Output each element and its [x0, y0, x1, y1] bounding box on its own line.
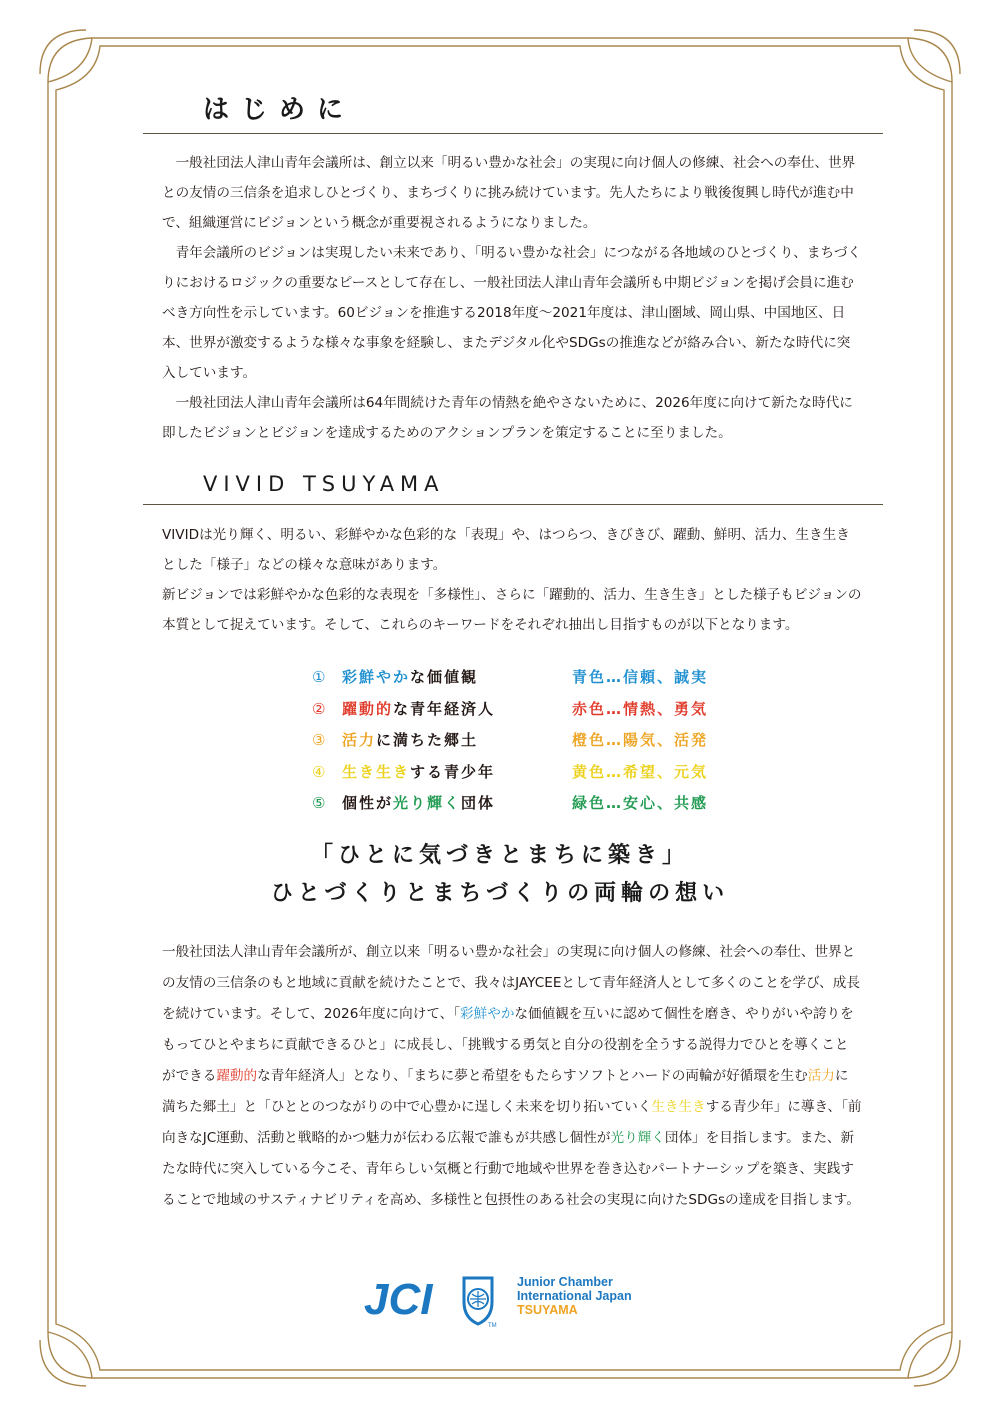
keyword-list [312, 662, 732, 820]
vivid-paragraph-2: 新ビジョンでは彩鮮やかな色彩的な表現を「多様性」、さらに「躍動的、活力、生き生き」とした様子もビジョンの本質として捉えています。そして、これらのキーワードをそれぞれ抽出し目指すものが以下となります。 [162, 587, 862, 633]
closing-highlight-yellow: 生き生き [651, 1099, 706, 1115]
closing-text: 団体」を目指します。また、新たな時代に突入している今こそ、青年らしい気概と行動で地域や世界を巻き込むパートナーシップを築き、実践することで地域のサスティナビリティを高め、多様性と包摂性のある社会の実現に向けたSDGsの達成を目指します。 [162, 1130, 860, 1208]
jci-logo-mark: JCI [364, 1275, 433, 1324]
keyword-text: する青少年 [410, 762, 496, 781]
vivid-body [162, 520, 862, 640]
keyword-row-5 [312, 788, 732, 820]
keyword-text: 団体 [461, 794, 496, 812]
intro-paragraph-1: 一般社団法人津山青年会議所は、創立以来「明るい豊かな社会」の実現に向け個人の修練、社会への奉仕、世界との友情の三信条を追求しひとづくり、まちづくりに挑み続けています。先人たちにより戦後復興し時代が進む中で、組織運営にビジョンという概念が重要視されるようになりました。 [162, 155, 856, 231]
keyword-highlight: 躍動的 [342, 699, 394, 718]
keyword-color-label: 橙色…陽気、活発 [572, 731, 709, 749]
intro-body [162, 148, 862, 448]
trademark-symbol: TM [488, 1323, 497, 1328]
keyword-highlight: 活力 [342, 731, 377, 749]
closing-highlight-blue: 彩鮮やか [460, 1006, 515, 1022]
closing-text: 一般社団法人津山青年会議所が、創立以来「明るい豊かな社会」の実現に向け個人の修練、社会への奉仕、世界との友情の三信条のもと地域に貢献を続けたことで、我々はJAYCEEとして青年経済人として多くのことを学び、成長を続けています。そして、2026年度に向けて、「 [162, 944, 860, 1022]
motto-line-1: 「ひとに気づきとまちに築き」 [310, 843, 689, 868]
keyword-prefix: 個性が [342, 794, 394, 812]
closing-body [162, 937, 862, 1216]
keyword-number: ③ [312, 731, 328, 749]
keyword-color-label: 緑色…安心、共感 [572, 794, 709, 812]
keyword-number: ① [312, 668, 328, 686]
keyword-text: に満ちた郷土 [376, 731, 479, 749]
vivid-paragraph-1: VIVIDは光り輝く、明るい、彩鮮やかな色彩的な「表現」や、はつらつ、きびきび、躍動、鮮明、活力、生き生きとした「様子」などの様々な意味があります。 [162, 527, 850, 573]
keyword-number: ⑤ [312, 794, 328, 812]
closing-text: な価値観を互いに認めて個性を磨き、やりがいや誇りをもってひとやまちに貢献できるひと」に成長し、「挑戦する勇気と自分の役割を全うする説得力でひとを導くことができる [162, 1006, 854, 1084]
keyword-number: ④ [312, 762, 328, 781]
closing-text: な青年経済人」となり、「まちに夢と希望をもたらすソフトとハードの両輪が好循環を生む [257, 1068, 808, 1084]
closing-text: に満ちた郷土」と「ひととのつながりの中で心豊かに逞しく未来を切り拓いていく [162, 1068, 849, 1115]
intro-heading: はじめに [143, 90, 883, 134]
keyword-row-3 [312, 725, 732, 757]
keyword-highlight: 生き生き [342, 762, 411, 781]
logo-line-2: International Japan [517, 1289, 632, 1303]
logo-line-3: TSUYAMA [517, 1303, 578, 1317]
closing-text: する青少年」に導き、「前向きなJC運動、活動と戦略的かつ魅力が伝わる広報で誰もが共感し個性が [162, 1099, 862, 1146]
keyword-color-label: 黄色…希望、元気 [572, 762, 709, 781]
jci-logo-text [517, 1275, 632, 1317]
jci-emblem-icon [464, 1278, 492, 1324]
keyword-color-label: 青色…信頼、誠実 [572, 668, 709, 686]
closing-highlight-red: 躍動的 [216, 1068, 258, 1084]
keyword-color-label: 赤色…情熱、勇気 [572, 699, 709, 718]
intro-paragraph-3: 一般社団法人津山青年会議所は64年間続けた青年の情熱を絶やさないために、2026年度に向けて新たな時代に即したビジョンとビジョンを達成するためのアクションプランを策定することに至りました。 [162, 395, 853, 441]
motto-line-2: ひとづくりとまちづくりの両輪の想い [270, 881, 730, 906]
keyword-number: ② [312, 699, 328, 718]
keyword-row-2 [312, 694, 732, 726]
keyword-row-1 [312, 662, 732, 694]
keyword-highlight: 彩鮮やか [342, 668, 411, 686]
vivid-heading: VIVID TSUYAMA [143, 468, 883, 505]
keyword-text: な青年経済人 [393, 699, 496, 718]
keyword-text: な価値観 [410, 668, 479, 686]
logo-line-1: Junior Chamber [517, 1275, 613, 1289]
closing-highlight-green: 光り輝く [610, 1130, 665, 1146]
closing-highlight-orange: 活力 [807, 1068, 835, 1084]
intro-paragraph-2: 青年会議所のビジョンは実現したい未来であり、「明るい豊かな社会」につながる各地域のひとづくり、まちづくりにおけるロジックの重要なピースとして存在し、一般社団法人津山青年会議所も中期ビジョンを掲げ会員に進むべき方向性を示しています。60ビジョンを推進する2018年度～2021年度は、津山圏域、岡山県、中国地区、日本、世界が激変するような様々な事象を経験し、またデジタル化やSDGsの推進などが絡み合い、新たな時代に突入しています。 [162, 245, 862, 381]
keyword-row-4 [312, 757, 732, 789]
keyword-highlight: 光り輝く [393, 794, 462, 812]
